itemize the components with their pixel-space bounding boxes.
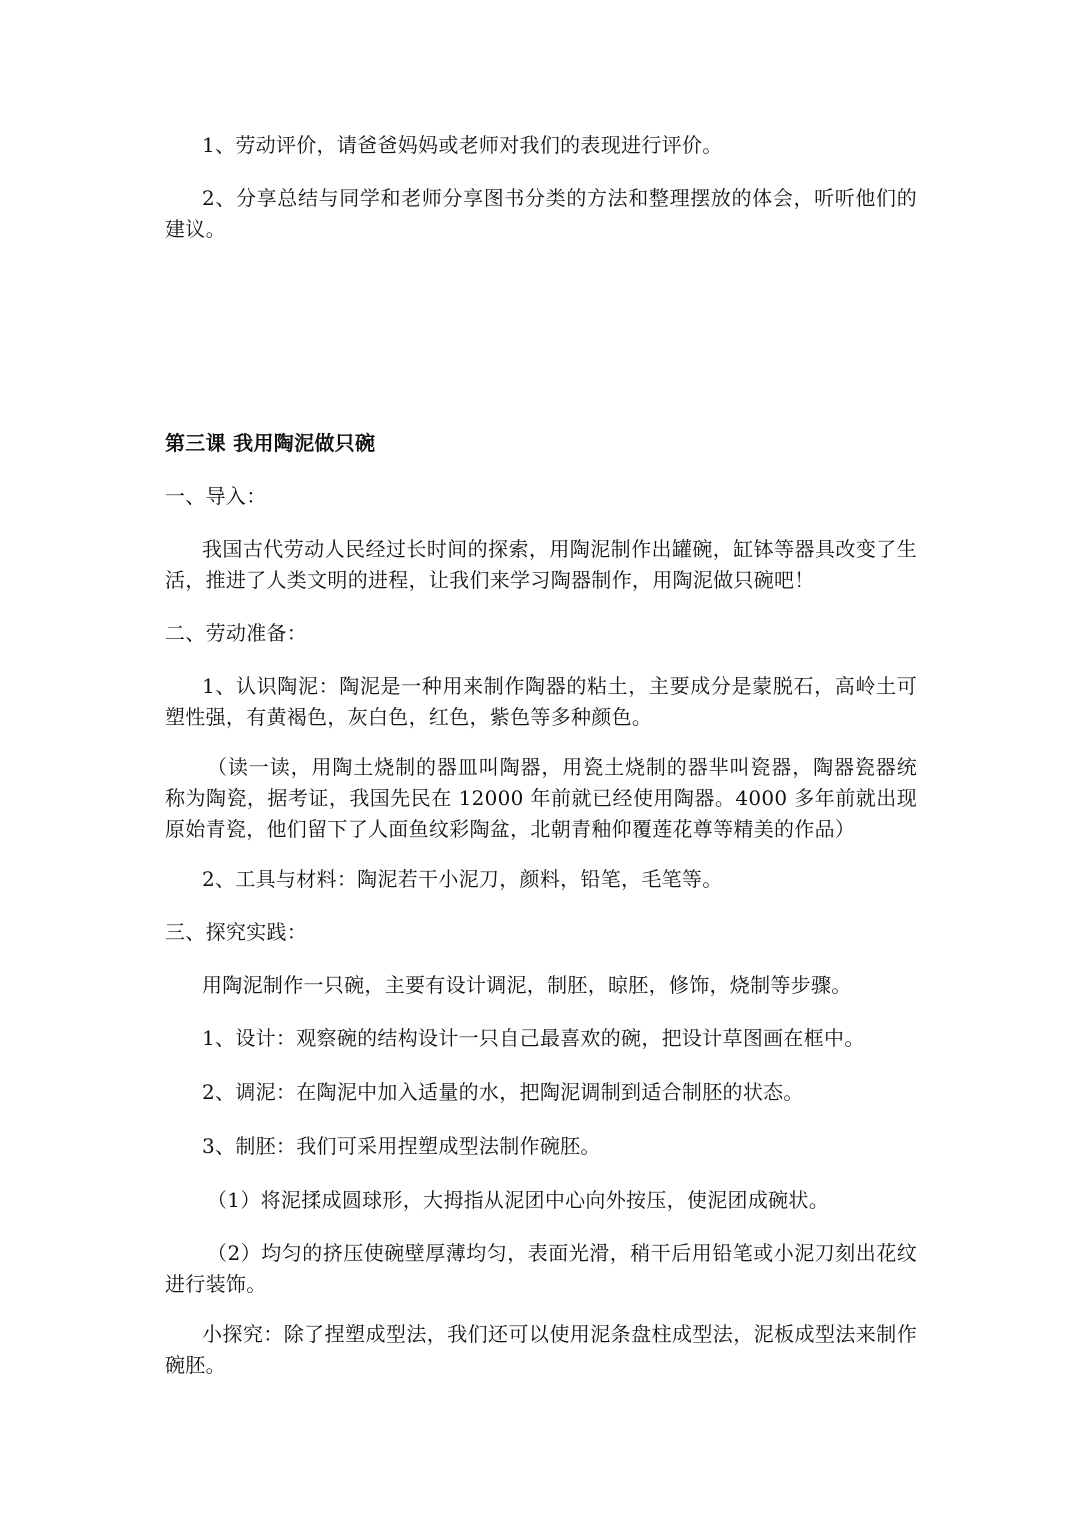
step-clay-mixing-paragraph: 2、调泥：在陶泥中加入适量的水，把陶泥调制到适合制胚的状态。 (202, 1080, 804, 1104)
lesson-title: 第三课 我用陶泥做只碗 (165, 431, 376, 455)
reading-note-paragraph: （读一读，用陶土烧制的器皿叫陶器，用瓷土烧制的器芈叫瓷器，陶器瓷器统称为陶瓷，据考证，我国先民在 12000 年前就已经使用陶器。4000 多年前就出现原始青瓷，他们留下了人面鱼纹彩陶盆，北朝青釉仰覆莲花尊等精美的作品） (165, 755, 917, 841)
sharing-paragraph: 2、分享总结与同学和老师分享图书分类的方法和整理摆放的体会，听听他们的建议。 (165, 186, 917, 241)
section-heading-intro: 一、导入： (165, 484, 267, 508)
substep-1-paragraph: （1）将泥揉成圆球形，大拇指从泥团中心向外按压，使泥团成碗状。 (207, 1188, 830, 1212)
substep-2-paragraph: （2）均匀的挤压使碗壁厚薄均匀，表面光滑，稍干后用铅笔或小泥刀刻出花纹进行装饰。 (165, 1241, 917, 1296)
section-heading-practice: 三、探究实践： (165, 920, 308, 944)
tools-materials-paragraph: 2、工具与材料：陶泥若干小泥刀，颜料，铅笔，毛笔等。 (202, 867, 723, 891)
section-heading-preparation: 二、劳动准备： (165, 621, 308, 645)
step-design-paragraph: 1、设计：观察碗的结构设计一只自己最喜欢的碗，把设计草图画在框中。 (202, 1026, 865, 1050)
step-forming-paragraph: 3、制胚：我们可采用捏塑成型法制作碗胚。 (202, 1134, 601, 1158)
practice-intro-paragraph: 用陶泥制作一只碗，主要有设计调泥，制胚，晾胚，修饰，烧制等步骤。 (202, 973, 852, 997)
evaluation-paragraph: 1、劳动评价，请爸爸妈妈或老师对我们的表现进行评价。 (202, 133, 723, 157)
clay-description-paragraph: 1、认识陶泥：陶泥是一种用来制作陶器的粘土，主要成分是蒙脱石，高岭土可塑性强，有黄褐色，灰白色，红色，紫色等多种颜色。 (165, 674, 917, 729)
small-exploration-paragraph: 小探究：除了捏塑成型法，我们还可以使用泥条盘柱成型法，泥板成型法来制作碗胚。 (165, 1322, 917, 1377)
intro-paragraph: 我国古代劳动人民经过长时间的探索，用陶泥制作出罐碗，缸钵等器具改变了生活，推进了人类文明的进程，让我们来学习陶器制作，用陶泥做只碗吧！ (165, 537, 917, 592)
